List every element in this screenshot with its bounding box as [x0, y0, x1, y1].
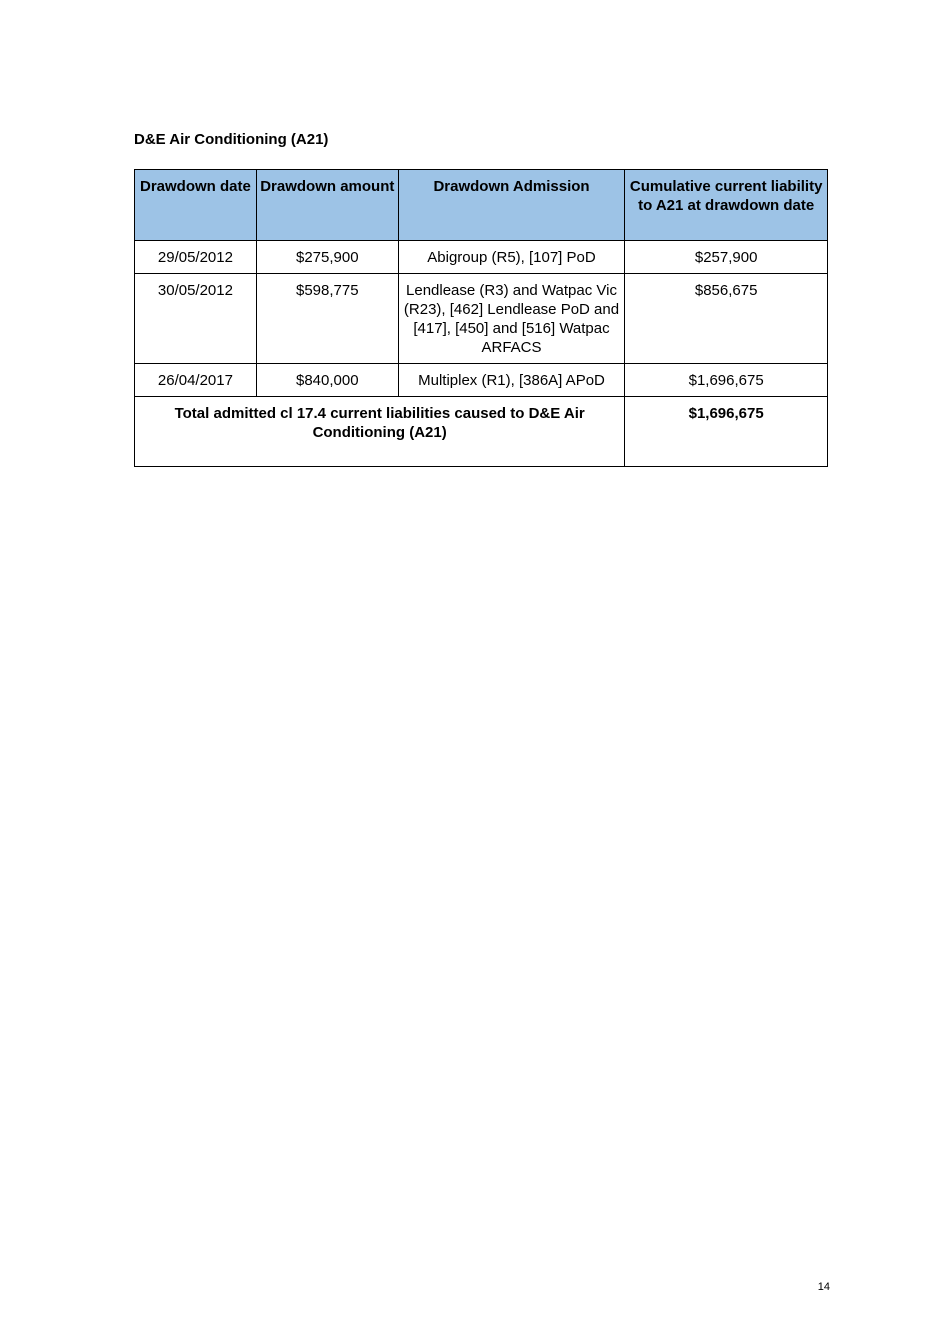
cell-cumulative: $856,675 [625, 274, 828, 364]
cell-date: 26/04/2017 [135, 364, 257, 397]
cell-date: 29/05/2012 [135, 241, 257, 274]
cell-amount: $840,000 [256, 364, 398, 397]
cell-admission: Multiplex (R1), [386A] APoD [398, 364, 625, 397]
cell-cumulative: $257,900 [625, 241, 828, 274]
total-value: $1,696,675 [625, 397, 828, 467]
header-cumulative-liability: Cumulative current liability to A21 at drawdown date [625, 170, 828, 241]
table-header-row [135, 170, 828, 241]
total-row [135, 397, 828, 467]
header-drawdown-admission: Drawdown Admission [398, 170, 625, 241]
cell-date: 30/05/2012 [135, 274, 257, 364]
cell-cumulative: $1,696,675 [625, 364, 828, 397]
table-row [135, 241, 828, 274]
cell-admission: Lendlease (R3) and Watpac Vic (R23), [462] Lendlease PoD and [417], [450] and [516] Watpac ARFACS [398, 274, 625, 364]
cell-admission: Abigroup (R5), [107] PoD [398, 241, 625, 274]
section-heading: D&E Air Conditioning (A21) [134, 131, 329, 148]
total-label: Total admitted cl 17.4 current liabilities caused to D&E Air Conditioning (A21) [135, 397, 625, 467]
table-row [135, 274, 828, 364]
header-drawdown-date: Drawdown date [135, 170, 257, 241]
liabilities-table [134, 169, 828, 467]
header-drawdown-amount: Drawdown amount [256, 170, 398, 241]
cell-amount: $275,900 [256, 241, 398, 274]
page-number: 14 [817, 1281, 830, 1293]
cell-amount: $598,775 [256, 274, 398, 364]
table-row [135, 364, 828, 397]
